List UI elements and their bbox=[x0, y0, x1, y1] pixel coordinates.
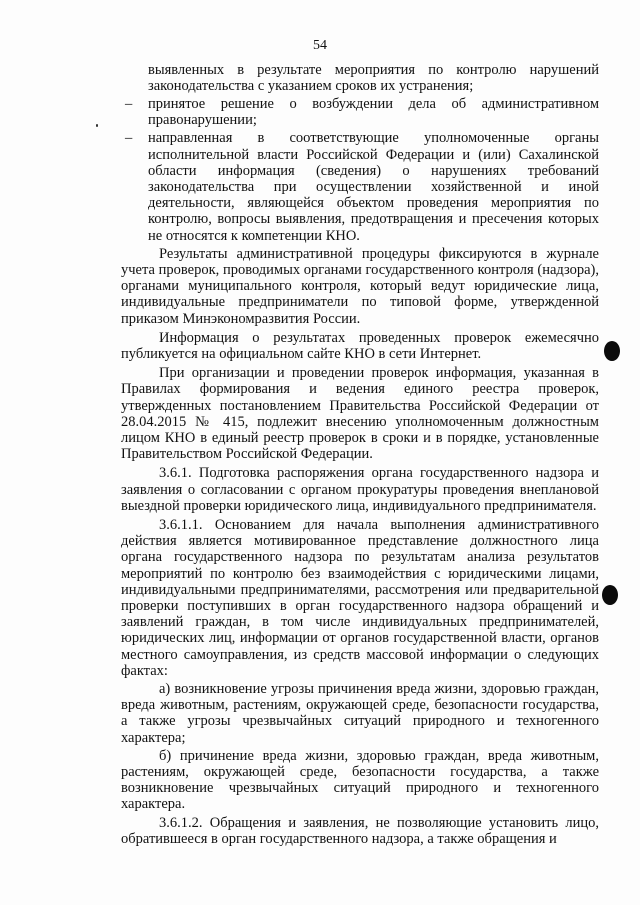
paragraph: Информация о результатах проведенных проверок ежемесячно публикуется на официальном сайте КНО в сети Интернет. bbox=[121, 329, 599, 362]
bullet-text: направленная в соответствующие уполномоченные органы исполнительной власти Российской Федерации и (или) Сахалинской области информация (сведения) о нарушениях требований законодательства при осуществлении хозяйственной и иной деятельности, являющейся объектом проведения мероприятия по контролю, вопросы выявления, предотвращения и пресечения которых не относятся к компетенции КНО. bbox=[148, 130, 599, 244]
paragraph: Результаты административной процедуры фиксируются в журнале учета проверок, проводимых органами государственного контроля (надзора), органами муниципального контроля, который ведут юридические лица, индивидуальные предприниматели по типовой форме, утвержденной приказом Минэкономразвития России. bbox=[121, 245, 599, 327]
paragraph: а) возникновение угрозы причинения вреда жизни, здоровью граждан, вреда животным, растениям, окружающей среде, безопасности государства, а также угрозы чрезвычайных ситуаций природного и техногенного характера; bbox=[121, 681, 599, 746]
dash-marker: – bbox=[125, 95, 133, 112]
paragraph: 3.6.1.1. Основанием для начала выполнения административного действия является мотивированное представление должностного лица органа государственного надзора по результатам анализа результатов мероприятий по контролю без взаимодействия с юридическими лицами, индивидуальными предпринимателями, рассмотрения или предварительной проверки поступивших в орган государственного надзора обращений и заявлений граждан, в том числе индивидуальных предпринимателей, юридических лиц, информации от органов государственной власти, органов местного самоуправления, из средств массовой информации о следующих фактах: bbox=[121, 516, 599, 679]
scan-speck bbox=[96, 124, 98, 127]
section-heading: 3.6.1. Подготовка распоряжения органа государственного надзора и заявления о согласовании с органом прокуратуры проведения внеплановой выездной проверки юридического лица, индивидуального предпринимателя. bbox=[121, 465, 599, 514]
paragraph: 3.6.1.2. Обращения и заявления, не позволяющие установить лицо, обратившееся в орган государственного надзора, а также обращения и bbox=[121, 814, 599, 847]
bullet-item bbox=[121, 96, 599, 128]
document-body bbox=[121, 62, 599, 849]
paragraph: б) причинение вреда жизни, здоровью граждан, вреда животным, растениям, окружающей среде, безопасности государства, а также возникновение чрезвычайных ситуаций природного и техногенного характера. bbox=[121, 747, 599, 813]
punch-hole-mark bbox=[604, 341, 620, 361]
punch-hole-mark bbox=[602, 585, 618, 605]
page-number: 54 bbox=[313, 38, 327, 53]
dash-marker: – bbox=[125, 130, 133, 147]
bullet-text: принятое решение о возбуждении дела об административном правонарушении; bbox=[148, 95, 599, 129]
bullet-item bbox=[121, 130, 599, 243]
paragraph: При организации и проведении проверок информация, указанная в Правилах формирования и ведения единого реестра проверок, утвержденных постановлением Правительства Российской Федерации от 28.04.2015 № 415, подлежит внесению уполномоченным должностным лицом КНО в единый реестр проверок в сроки и в порядке, установленные Правительством Российской Федерации. bbox=[121, 365, 599, 463]
bullet-continuation: выявленных в результате мероприятия по контролю нарушений законодательства с указанием сроков их устранения; bbox=[148, 62, 599, 95]
